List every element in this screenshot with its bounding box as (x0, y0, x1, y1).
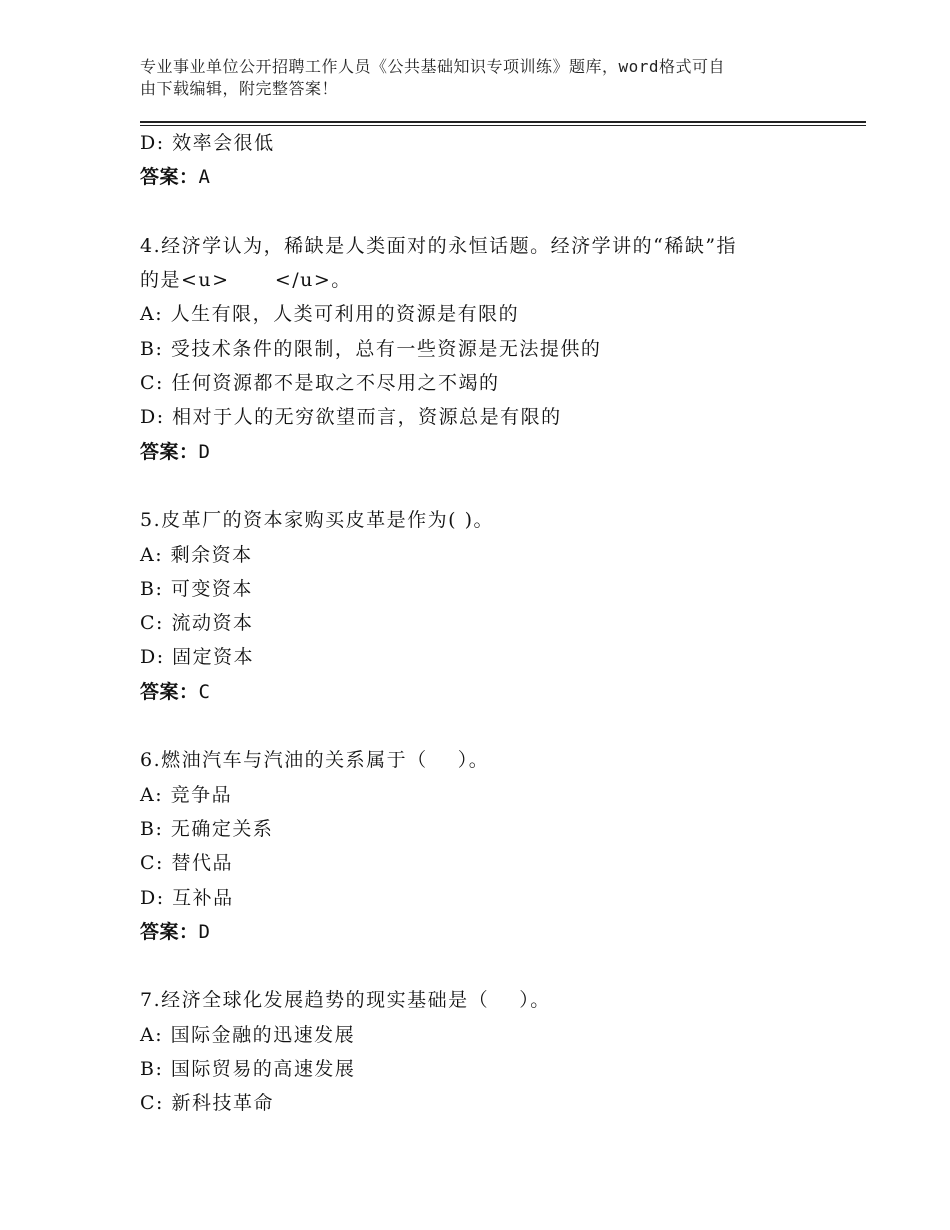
answer-line (140, 915, 860, 949)
question-stem: 4.经济学认为，稀缺是人类面对的永恒话题。经济学讲的“稀缺”指 (140, 234, 738, 257)
answer-value: D (198, 440, 211, 463)
option-c: C: 替代品 (140, 852, 233, 875)
answer-line (140, 675, 860, 709)
option-d: D: 效率会很低 (140, 132, 275, 154)
spacer (140, 195, 860, 229)
option-d: D: 互补品 (140, 886, 234, 909)
question-stem: 6.燃油汽车与汽油的关系属于（ ）。 (140, 749, 490, 772)
header-rule-thick (140, 121, 866, 123)
spacer (140, 469, 860, 503)
answer-line (140, 160, 860, 194)
answer-value: D (198, 920, 211, 943)
option-a: A: 竞争品 (140, 783, 233, 806)
header-line-2: 由下载编辑，附完整答案！ (140, 79, 339, 98)
spacer (140, 709, 860, 743)
option-a: A: 剩余资本 (140, 543, 253, 566)
answer-label: 答案： (140, 166, 199, 189)
question-stem: 的是<u> </u>。 (140, 269, 352, 292)
document-header (140, 56, 820, 100)
option-b: B: 国际贸易的高速发展 (140, 1058, 356, 1081)
option-c: C: 新科技革命 (140, 1092, 274, 1115)
question-list (140, 126, 860, 1121)
answer-label: 答案： (140, 920, 199, 943)
option-b: B: 受技术条件的限制，总有一些资源是无法提供的 (140, 337, 602, 360)
answer-line (140, 435, 860, 469)
option-a: A: 人生有限，人类可利用的资源是有限的 (140, 303, 520, 326)
option-d: D: 固定资本 (140, 646, 255, 669)
header-line-1: 专业事业单位公开招聘工作人员《公共基础知识专项训练》题库，word格式可自 (140, 57, 726, 76)
option-d: D: 相对于人的无穷欲望而言，资源总是有限的 (140, 406, 562, 429)
option-c: C: 任何资源都不是取之不尽用之不竭的 (140, 372, 500, 395)
question-stem: 7.经济全球化发展趋势的现实基础是（ ）。 (140, 989, 551, 1012)
option-b: B: 无确定关系 (140, 817, 274, 840)
answer-value: A (198, 166, 211, 189)
answer-value: C (198, 680, 211, 703)
spacer (140, 949, 860, 983)
answer-label: 答案： (140, 440, 199, 463)
option-c: C: 流动资本 (140, 612, 254, 635)
answer-label: 答案： (140, 680, 199, 703)
option-a: A: 国际金融的迅速发展 (140, 1023, 356, 1046)
question-stem: 5.皮革厂的资本家购买皮革是作为( )。 (140, 509, 494, 532)
option-b: B: 可变资本 (140, 577, 253, 600)
